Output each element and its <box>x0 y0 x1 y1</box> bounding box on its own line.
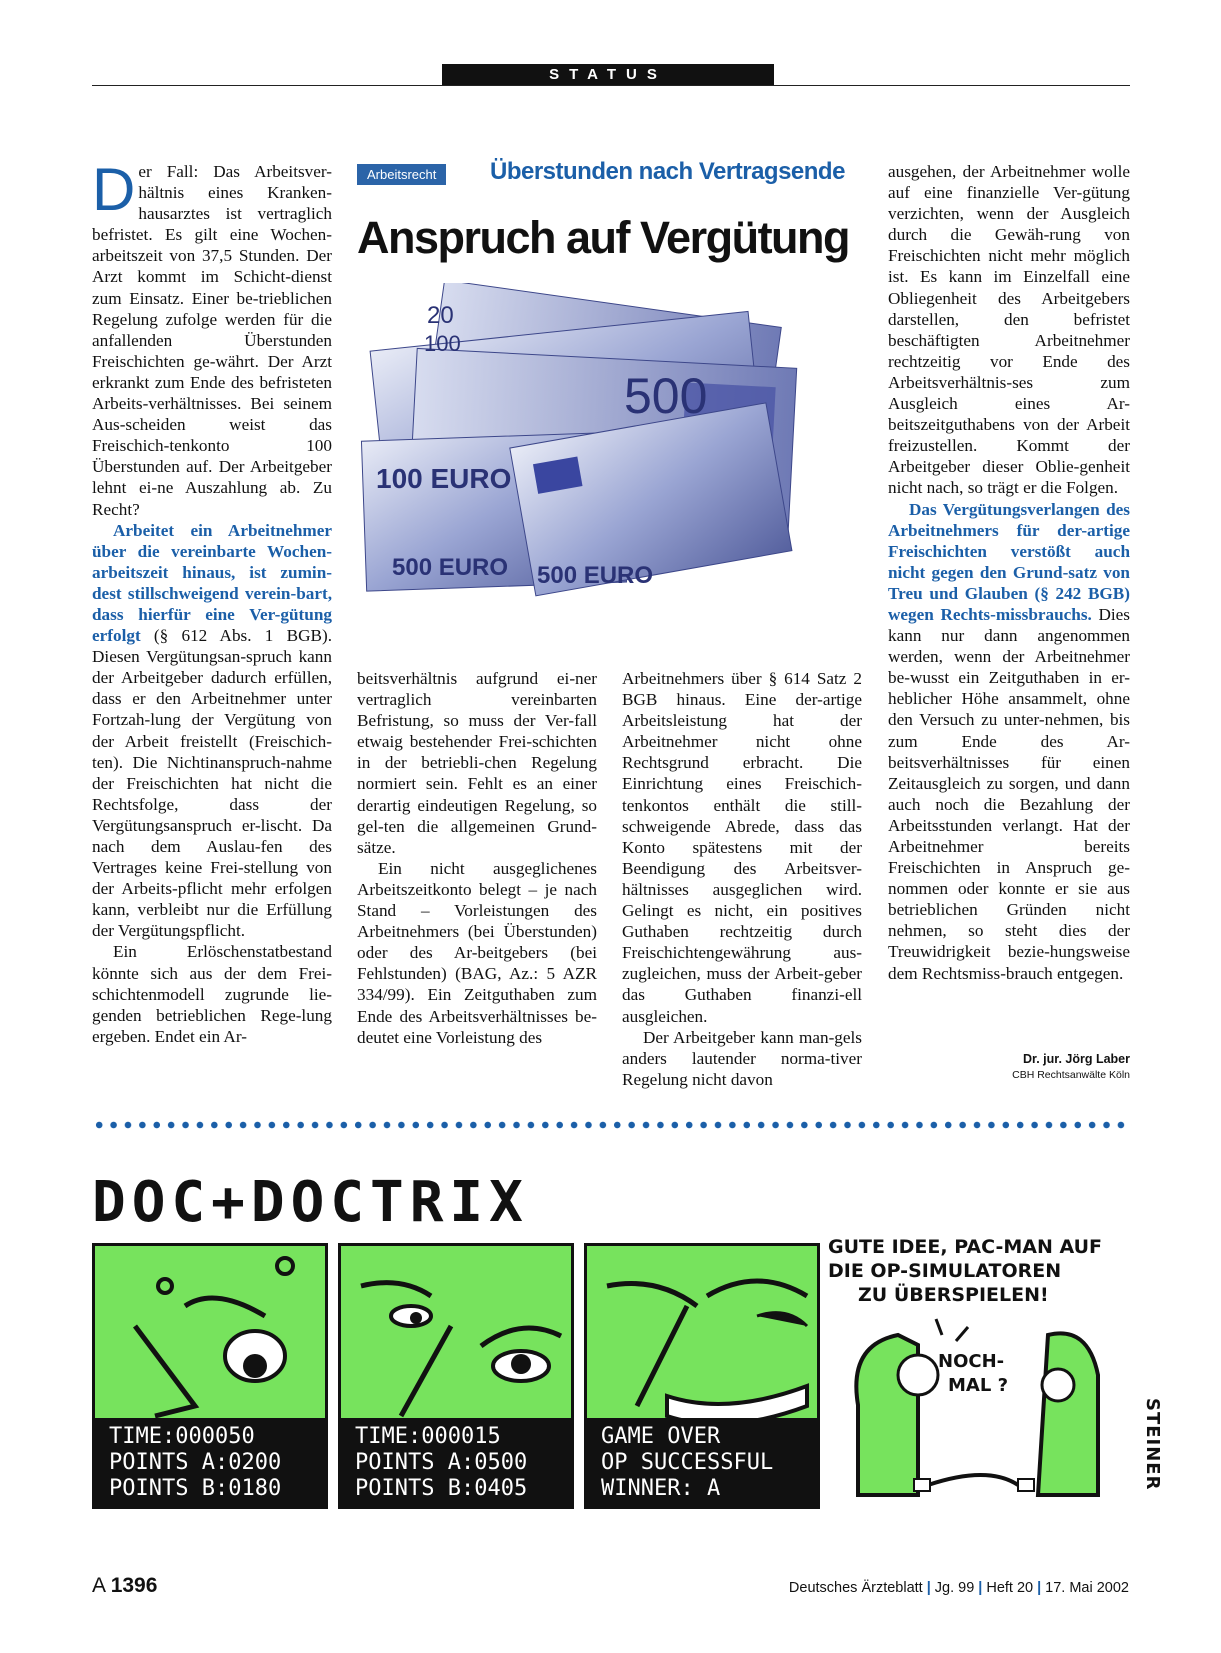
hud-points-b: POINTS B:0405 <box>355 1476 528 1501</box>
hud-points-a: POINTS A:0200 <box>109 1450 282 1475</box>
game-hud <box>587 1418 817 1506</box>
speech-line: GUTE IDEE, PAC-MAN AUF <box>828 1236 1103 1258</box>
drop-cap: D <box>92 156 136 223</box>
hud-points-b: POINTS B:0180 <box>109 1476 282 1501</box>
header-rule <box>92 85 1130 86</box>
page-prefix: A <box>92 1574 105 1597</box>
page-number-value: 1396 <box>110 1574 158 1597</box>
banknote-label: 500 EURO <box>392 554 509 581</box>
author-affiliation: CBH Rechtsanwälte Köln <box>1012 1069 1130 1081</box>
speech-line: DIE OP-SIMULATOREN <box>828 1260 1062 1282</box>
comic-panel-2 <box>338 1243 574 1509</box>
comic-title: DOC+DOCTRIX <box>92 1170 529 1235</box>
banknote-label: 100 <box>424 331 461 356</box>
journal-date: 17. Mai 2002 <box>1045 1580 1129 1596</box>
column-4 <box>888 161 1130 984</box>
paragraph-text: beitsverhältnis aufgrund ei-ner vertraglich vereinbarten Befristung, so muss der Ver-fall etwaig bestehender Frei-schichten in der betriebli-chen Regelung normiert sein. Fehlt es an einer derartig eindeutigen Regelung, so gel-ten die allgemeinen Grund-sätze. <box>357 669 597 857</box>
highlight-text: Das Vergütungsverlangen des Arbeitnehmers für der-artige Freischichten verstößt auch nicht gegen den Grund-satz von Treu und Glauben (§ 242 BGB) wegen Rechts-missbrauchs. <box>888 499 1130 624</box>
hud-result: OP SUCCESSFUL <box>601 1450 774 1475</box>
paragraph-text: er Fall: Das Arbeitsver-hältnis eines Kranken-hausarztes ist vertraglich befristet. Es gilt eine Wochen-arbeitszeit von 37,5 Stunden. Der Arzt kommt im Schicht-dienst zum Einsatz. Einer be-trieblichen Regelung zufolge werden für die anfallenden Überstunden Freischichten ge-währt. Der Arzt erkrankt zum Ende des befristeten Arbeits-verhältnisses. Bei seinem Aus-scheiden weist das Freischich-tenkonto 100 Überstunden auf. Der Arbeitgeber lehnt ei-ne Auszahlung ab. Zu Recht? <box>92 162 332 519</box>
banknote-label: 20 <box>427 302 454 329</box>
paragraph-text: Ein nicht ausgeglichenes Arbeitszeitkonto belegt – je nach Stand – Vorleistungen des Arbeitnehmers (bei Überstunden) oder des Ar-beitgebers (bei Fehlstunden) (BAG, Az.: 5 AZR 334/99). Ein Zeitguthaben zum Ende des Arbeitsverhältnisses be-deutet eine Vorleistung des <box>357 858 597 1047</box>
hud-points-a: POINTS A:0500 <box>355 1450 528 1475</box>
paragraph-text: ausgehen, der Arbeitnehmer wolle auf eine finanzielle Ver-gütung verzichten, wenn der Ausgleich durch die Gewäh-rung von Freischichten nicht mehr möglich ist. Es kann im Einzelfall eine Obliegenheit des Arbeitgebers darstellen, den befristet beschäftigten Arbeitnehmer rechtzeitig vor Ende des Arbeitsverhältnis-ses zum Ausgleich eines Ar-beitszeitguthabens von der Arbeit freizustellen. Kommt der Arbeitgeber dieser Oblie-genheit nicht nach, so trägt er die Folgen. <box>888 162 1130 498</box>
banknote-label: 100 EURO <box>376 463 512 494</box>
paragraph-rule <box>888 499 1130 984</box>
paragraph-text: (§ 612 Abs. 1 BGB). Diesen Vergütungsan-spruch kann der Arbeitgeber dadurch erfüllen, dass er den Arbeitnehmer unter Fortzah-lung der Vergütung von der Arbeit freistellt (Freischich-ten). Die Nichtinanspruch-nahme der Freischichten hat nicht die Rechtsfolge, dass der Vergütungsanspruch er-lischt. Da nach dem Auslau-fen des Vertrages keine Frei-stellung von der Arbeits-pflicht mehr erfolgen kann, verbleibt nur die Erfüllung der Vergütungspflicht. <box>92 626 332 941</box>
banknote-label: 500 EURO <box>537 562 654 589</box>
paragraph-case <box>92 156 332 520</box>
banknotes-illustration <box>352 283 842 628</box>
dotted-divider <box>92 1121 1132 1129</box>
highlight-text: Arbeitet ein Arbeitnehmer über die vereinbarte Wochen-arbeitszeit hinaus, ist zumin-dest stillschweigend verein-bart, dass hierfür eine Ver-gütung erfolgt <box>92 520 332 646</box>
face-drawing <box>587 1246 817 1426</box>
column-2 <box>357 668 597 1048</box>
column-1 <box>92 156 332 1047</box>
paragraph-text: Dies kann nur dann angenommen werden, wenn der Arbeitnehmer be-wusst ein Zeitguthaben in er-heblicher Höhe ansammelt, ohne den Versuch zu unter-nehmen, bis zum Ende des Ar-beitsverhältnisses für einen Zeitausgleich zu sorgen, und dann auch noch die Bezahlung der Arbeitsstunden verlangt. Hat der Arbeitnehmer bereits Freischichten in Anspruch ge-nommen oder konnte er sie aus betrieblichen Gründen nicht nehmen, so steht dies der Treuwidrigkeit bezie-hungsweise dem Rechtsmiss-brauch entgegen. <box>888 604 1130 983</box>
signature-text: STEINER <box>1142 1398 1163 1491</box>
hud-status: GAME OVER <box>601 1424 721 1449</box>
face-drawing <box>95 1246 325 1426</box>
two-players-drawing <box>818 1235 1138 1525</box>
journal-issue: Heft 20 <box>986 1580 1034 1596</box>
page-number <box>92 1574 157 1598</box>
author-block <box>860 1052 1130 1081</box>
paragraph-text: Der Arbeitgeber kann man-gels anders lautender norma-tiver Regelung nicht davon <box>622 1027 862 1089</box>
comic-panel-1 <box>92 1243 328 1509</box>
hud-winner: WINNER: A <box>601 1476 721 1501</box>
paragraph-text: Arbeitnehmers über § 614 Satz 2 BGB hinaus. Eine der-artige Arbeitsleistung hat der Arbeitnehmer nicht ohne Rechtsgrund erbracht. Die Einrichtung eines Freischich-tenkontos enthält die still-schweigende Abrede, dass das Konto spätestens mit der Beendigung des Arbeitsver-hältnisses ausgeglichen wird. Gelingt es nicht, ein positives Guthaben rechtzeitig durch Freischichtengewährung aus-zugleichen, muss der Arbeit-geber das Guthaben finanzi-ell ausgleichen. <box>622 669 862 1026</box>
author-name: Dr. jur. Jörg Laber <box>1023 1052 1130 1066</box>
paragraph-text: Ein Erlöschenstatbestand könnte sich aus der dem Frei-schichtenmodell zugrunde lie-genden betrieblichen Rege-lung ergeben. Endet ein Ar- <box>92 942 332 1046</box>
banknote-label: 500 <box>624 368 708 424</box>
comic-panel-4 <box>818 1235 1138 1525</box>
hud-time: TIME:000015 <box>355 1424 501 1449</box>
game-hud <box>95 1418 325 1506</box>
hud-time: TIME:000050 <box>109 1424 255 1449</box>
journal-name: Deutsches Ärzteblatt <box>788 1580 923 1596</box>
face-drawing <box>341 1246 571 1426</box>
journal-footer: Deutsches Ärzteblatt | Jg. 99 | Heft 20 | 17. Mai 2002 <box>788 1580 1129 1596</box>
speech-line: ZU ÜBERSPIELEN! <box>858 1284 1049 1306</box>
column-3 <box>622 668 862 1090</box>
article-title: Anspruch auf Vergütung <box>357 212 850 263</box>
journal-volume: Jg. 99 <box>934 1580 975 1596</box>
game-hud <box>341 1418 571 1506</box>
speech-line: NOCH- <box>938 1351 1005 1372</box>
article-subtitle: Überstunden nach Vertragsende <box>490 158 845 185</box>
section-label: STATUS <box>442 64 774 85</box>
speech-line: MAL ? <box>948 1375 1009 1396</box>
rubric-badge: Arbeitsrecht <box>357 164 446 185</box>
comic-panel-3 <box>584 1243 820 1509</box>
artist-signature <box>1141 1398 1165 1528</box>
paragraph-rule <box>92 520 332 942</box>
